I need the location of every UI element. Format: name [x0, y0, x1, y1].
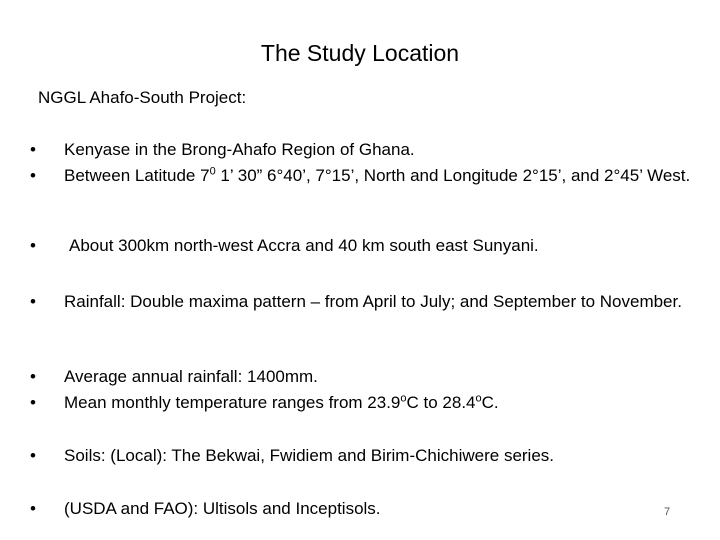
bullet-dot: •: [30, 446, 36, 465]
bullet-text: Rainfall: Double maxima pattern – from April to July; and September to November.: [64, 292, 682, 311]
temp-text-a: Mean monthly temperature ranges from 23.9: [64, 393, 401, 412]
bullet-dot: •: [30, 367, 36, 386]
bullet-dot: •: [30, 499, 36, 518]
bullet-item-local-soils: [30, 446, 695, 466]
bullet-text: [64, 166, 695, 186]
bullet-item-temperature: [30, 393, 695, 413]
bullet-item-distance: [30, 236, 695, 256]
bullet-item-annual-rainfall: [30, 367, 695, 387]
bullet-dot: •: [30, 236, 36, 255]
slide-title: The Study Location: [260, 40, 460, 66]
slide-subtitle: NGGL Ahafo-South Project:: [38, 88, 247, 107]
bullet-text: [64, 393, 695, 413]
bullet-text: (USDA and FAO): Ultisols and Inceptisols.: [64, 499, 381, 518]
bullet-item-usda-fao-soils: [30, 499, 695, 519]
bullet-text: Average annual rainfall: 1400mm.: [64, 367, 318, 386]
coord-text-start: Between Latitude 7: [64, 166, 210, 185]
degree-superscript: o: [400, 392, 407, 405]
bullet-text: About 300km north-west Accra and 40 km south east Sunyani.: [69, 236, 539, 255]
bullet-item-location: [30, 140, 695, 160]
bullet-dot: •: [30, 393, 36, 412]
bullet-item-rainfall-pattern: [30, 292, 695, 312]
degree-superscript: o: [475, 392, 482, 405]
temp-text-b: C to 28.4: [406, 393, 476, 412]
bullet-dot: •: [30, 292, 36, 311]
bullet-item-coordinates: [30, 166, 695, 186]
temp-text-c: C.: [481, 393, 499, 412]
bullet-dot: •: [30, 140, 36, 159]
degree-superscript: 0: [209, 165, 216, 178]
page-number: 7: [664, 506, 671, 518]
coord-text-end: 1’ 30” 6°40’, 7°15’, North and Longitude 2°15’, and 2°45’ West.: [215, 166, 691, 185]
bullet-text: Soils: (Local): The Bekwai, Fwidiem and Birim-Chichiwere series.: [64, 446, 555, 465]
bullet-text: Kenyase in the Brong-Ahafo Region of Ghana.: [64, 140, 415, 159]
bullet-dot: •: [30, 166, 36, 185]
